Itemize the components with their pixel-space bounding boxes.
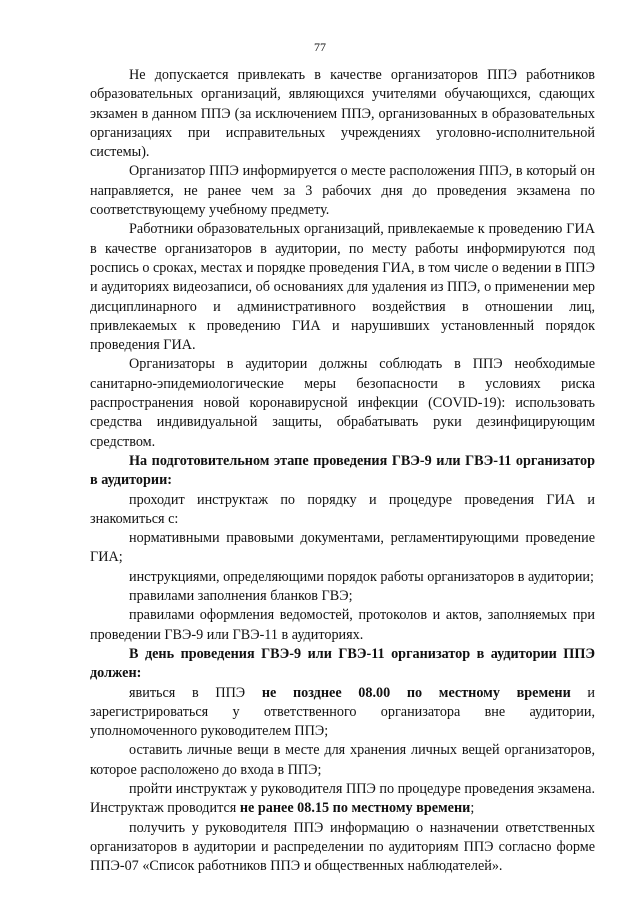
list-item-statement-rules: правилами оформления ведомостей, протоколов и актов, заполняемых при проведении ГВЭ-9 или ГВЭ-11 в аудиториях. [90,607,595,643]
briefing-text-start: пройти инструктаж у руководителя ППЭ по процедуре проведения экзамена. Инструктаж проводится [90,780,596,817]
paragraph-sanitary-measures: Организаторы в аудитории должны соблюдать в ППЭ необходимые санитарно-эпидемиологические меры безопасности в условиях риска распространения новой коронавирусной инфекции (COVID-19): использовать средства индивидуальной защиты, обрабатывать руки дезинфицирующим средством. [90,356,595,450]
arrive-time-bold: не позднее 08.00 по местному времени [261,684,571,701]
list-item-instruction-briefing [90,780,595,819]
arrive-text-start: явиться в ППЭ [129,684,262,701]
paragraph-workers-informed: Работники образовательных организаций, привлекаемые к проведению ГИА в качестве организаторов в аудитории, по месту работы информируются под роспись о сроках, местах и порядке проведения ГИА, в том числе о ведении в ППЭ и аудиториях видеозаписи, об основаниях для удаления из ППЭ, о применении мер дисциплинарного и административного воздействия в отношении лиц, привлекаемых к проведению ГИА и нарушивших установленный порядок проведения ГИА. [90,221,595,354]
list-item-arrive [90,684,595,742]
heading-preparatory-stage-text: На подготовительном этапе проведения ГВЭ-9 или ГВЭ-11 организатор в аудитории: [90,452,595,489]
paragraph-organizer-notification: Организатор ППЭ информируется о месте расположения ППЭ, в который он направляется, не ранее чем за 3 рабочих дня до проведения экзамена по соответствующему учебному предмету. [90,163,595,219]
list-item-normative-documents: нормативными правовыми документами, регламентирующими проведение ГИА; [90,530,595,566]
briefing-time-bold: не ранее 08.15 по местному времени [239,800,471,817]
arrive-text-end: и зарегистрироваться у ответственного организатора вне аудитории, уполномоченного руководителем ППЭ; [90,684,596,740]
list-item-form-rules: правилами заполнения бланков ГВЭ; [129,588,353,605]
heading-exam-day-text: В день проведения ГВЭ-9 или ГВЭ-11 организатор в аудитории ППЭ должен: [90,645,595,682]
document-body [90,66,595,876]
list-item-leave-belongings: оставить личные вещи в месте для хранения личных вещей организаторов, которое расположено до входа в ППЭ; [90,742,595,778]
heading-preparatory-stage [90,452,595,491]
paragraph-organizer-restriction: Не допускается привлекать в качестве организаторов ППЭ работников образовательных организаций, являющихся учителями обучающихся, сдающих экзамен в данном ППЭ (за исключением ППЭ, организованных в образовательных организациях при исправительных учреждениях уголовно-исполнительной системы). [90,67,595,161]
list-item-instructions: инструкциями, определяющими порядок работы организаторов в аудитории; [129,568,594,585]
heading-exam-day [90,645,595,684]
briefing-text-end: ; [470,800,475,817]
page-number: 77 [314,40,326,54]
paragraph-briefing: проходит инструктаж по порядку и процедуре проведения ГИА и знакомиться с: [90,491,595,527]
list-item-get-assignment: получить у руководителя ППЭ информацию о назначении ответственных организаторов в аудитории и распределении по аудиториям ППЭ согласно форме ППЭ-07 «Список работников ППЭ и общественных наблюдателей». [90,819,595,875]
